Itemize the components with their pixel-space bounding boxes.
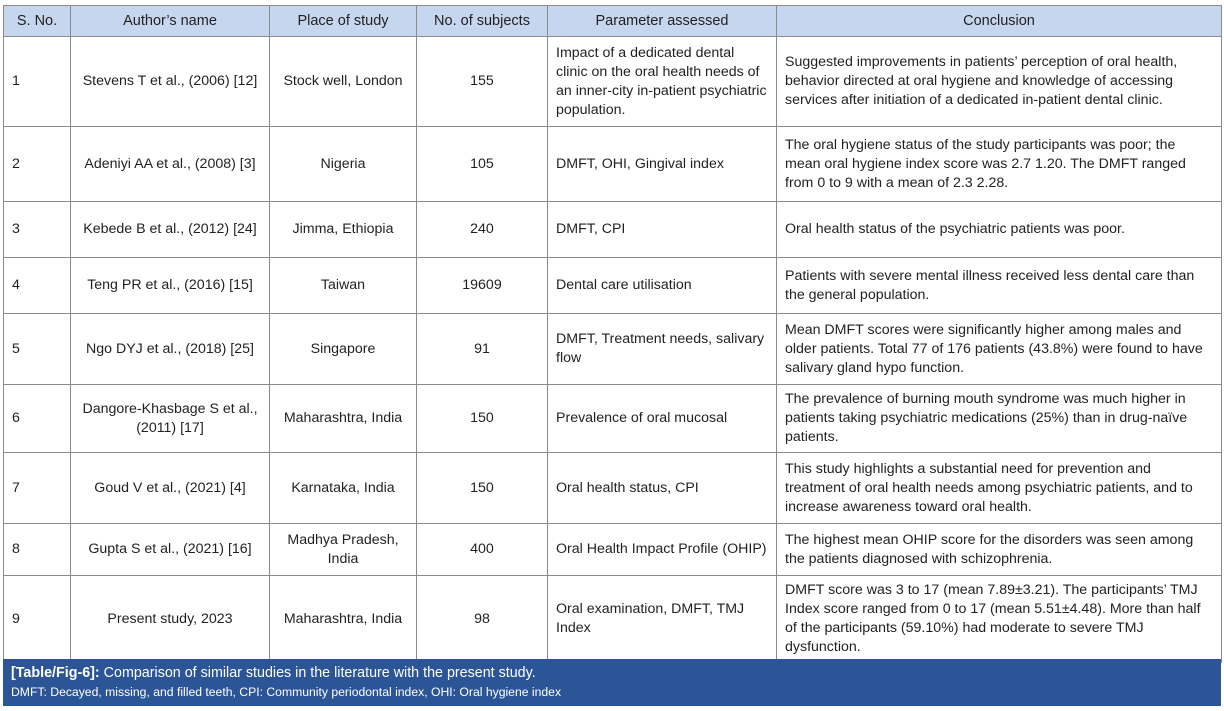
cell-subjects: 91	[417, 314, 548, 385]
cell-conclusion: The highest mean OHIP score for the disorders was seen among the patients diagnosed with schizophrenia.	[777, 524, 1222, 576]
cell-author: Stevens T et al., (2006) [12]	[71, 37, 270, 127]
cell-subjects: 98	[417, 576, 548, 663]
header-parameter: Parameter assessed	[548, 6, 777, 37]
header-conclusion: Conclusion	[777, 6, 1222, 37]
cell-sno: 9	[4, 576, 71, 663]
header-author: Author’s name	[71, 6, 270, 37]
comparison-table	[3, 5, 1222, 663]
table-row	[4, 37, 1222, 127]
header-sno: S. No.	[4, 6, 71, 37]
caption-abbreviations: DMFT: Decayed, missing, and filled teeth, CPI: Community periodontal index, OHI: Oral hygiene index	[11, 685, 562, 699]
cell-place: Singapore	[270, 314, 417, 385]
cell-parameter: Dental care utilisation	[548, 258, 777, 314]
cell-subjects: 150	[417, 385, 548, 453]
cell-author: Goud V et al., (2021) [4]	[71, 453, 270, 524]
cell-place: Maharashtra, India	[270, 385, 417, 453]
table-row	[4, 258, 1222, 314]
table-row	[4, 576, 1222, 663]
table-header-row	[4, 6, 1222, 37]
table-row	[4, 524, 1222, 576]
table-row	[4, 385, 1222, 453]
table-caption	[3, 659, 1221, 706]
cell-subjects: 105	[417, 127, 548, 202]
cell-parameter: DMFT, CPI	[548, 202, 777, 258]
caption-title: Comparison of similar studies in the literature with the present study.	[103, 665, 536, 681]
cell-conclusion: Oral health status of the psychiatric patients was poor.	[777, 202, 1222, 258]
cell-parameter: Oral examination, DMFT, TMJ Index	[548, 576, 777, 663]
table-row	[4, 453, 1222, 524]
cell-conclusion: Suggested improvements in patients’ perception of oral health, behavior directed at oral hygiene and knowledge of accessing services after initiation of a dedicated in-patient dental clinic.	[777, 37, 1222, 127]
cell-subjects: 19609	[417, 258, 548, 314]
cell-place: Madhya Pradesh, India	[270, 524, 417, 576]
cell-place: Nigeria	[270, 127, 417, 202]
cell-parameter: DMFT, OHI, Gingival index	[548, 127, 777, 202]
cell-sno: 6	[4, 385, 71, 453]
cell-author: Present study, 2023	[71, 576, 270, 663]
caption-title-line	[11, 664, 1213, 683]
cell-conclusion: This study highlights a substantial need for prevention and treatment of oral health needs among psychiatric patients, and to increase awareness toward oral health.	[777, 453, 1222, 524]
header-subjects: No. of subjects	[417, 6, 548, 37]
cell-conclusion: DMFT score was 3 to 17 (mean 7.89±3.21). The participants’ TMJ Index score ranged from 0 to 17 (mean 5.51±4.48). More than half of the participants (59.10%) had moderate to severe TMJ dysfunction.	[777, 576, 1222, 663]
cell-author: Kebede B et al., (2012) [24]	[71, 202, 270, 258]
cell-sno: 5	[4, 314, 71, 385]
cell-place: Stock well, London	[270, 37, 417, 127]
cell-author: Teng PR et al., (2016) [15]	[71, 258, 270, 314]
cell-sno: 1	[4, 37, 71, 127]
cell-sno: 3	[4, 202, 71, 258]
cell-sno: 8	[4, 524, 71, 576]
cell-sno: 2	[4, 127, 71, 202]
cell-subjects: 240	[417, 202, 548, 258]
table-row	[4, 202, 1222, 258]
cell-conclusion: The prevalence of burning mouth syndrome was much higher in patients taking psychiatric medications (25%) than in drug-naïve patients.	[777, 385, 1222, 453]
cell-subjects: 155	[417, 37, 548, 127]
table-row	[4, 127, 1222, 202]
cell-author: Gupta S et al., (2021) [16]	[71, 524, 270, 576]
cell-parameter: Impact of a dedicated dental clinic on the oral health needs of an inner-city in-patient psychiatric population.	[548, 37, 777, 127]
cell-parameter: Prevalence of oral mucosal	[548, 385, 777, 453]
cell-conclusion: Patients with severe mental illness received less dental care than the general population.	[777, 258, 1222, 314]
cell-parameter: Oral health status, CPI	[548, 453, 777, 524]
cell-subjects: 400	[417, 524, 548, 576]
cell-place: Jimma, Ethiopia	[270, 202, 417, 258]
cell-author: Ngo DYJ et al., (2018) [25]	[71, 314, 270, 385]
cell-parameter: Oral Health Impact Profile (OHIP)	[548, 524, 777, 576]
cell-sno: 4	[4, 258, 71, 314]
header-place: Place of study	[270, 6, 417, 37]
cell-parameter: DMFT, Treatment needs, salivary flow	[548, 314, 777, 385]
table-row	[4, 314, 1222, 385]
caption-tag: [Table/Fig-6]:	[11, 665, 100, 681]
cell-author: Adeniyi AA et al., (2008) [3]	[71, 127, 270, 202]
cell-place: Maharashtra, India	[270, 576, 417, 663]
cell-author: Dangore-Khasbage S et al., (2011) [17]	[71, 385, 270, 453]
cell-conclusion: The oral hygiene status of the study participants was poor; the mean oral hygiene index score was 2.7 1.20. The DMFT ranged from 0 to 9 with a mean of 2.3 2.28.	[777, 127, 1222, 202]
cell-subjects: 150	[417, 453, 548, 524]
cell-sno: 7	[4, 453, 71, 524]
cell-place: Karnataka, India	[270, 453, 417, 524]
cell-conclusion: Mean DMFT scores were significantly higher among males and older patients. Total 77 of 176 patients (43.8%) were found to have salivary gland hypo function.	[777, 314, 1222, 385]
cell-place: Taiwan	[270, 258, 417, 314]
